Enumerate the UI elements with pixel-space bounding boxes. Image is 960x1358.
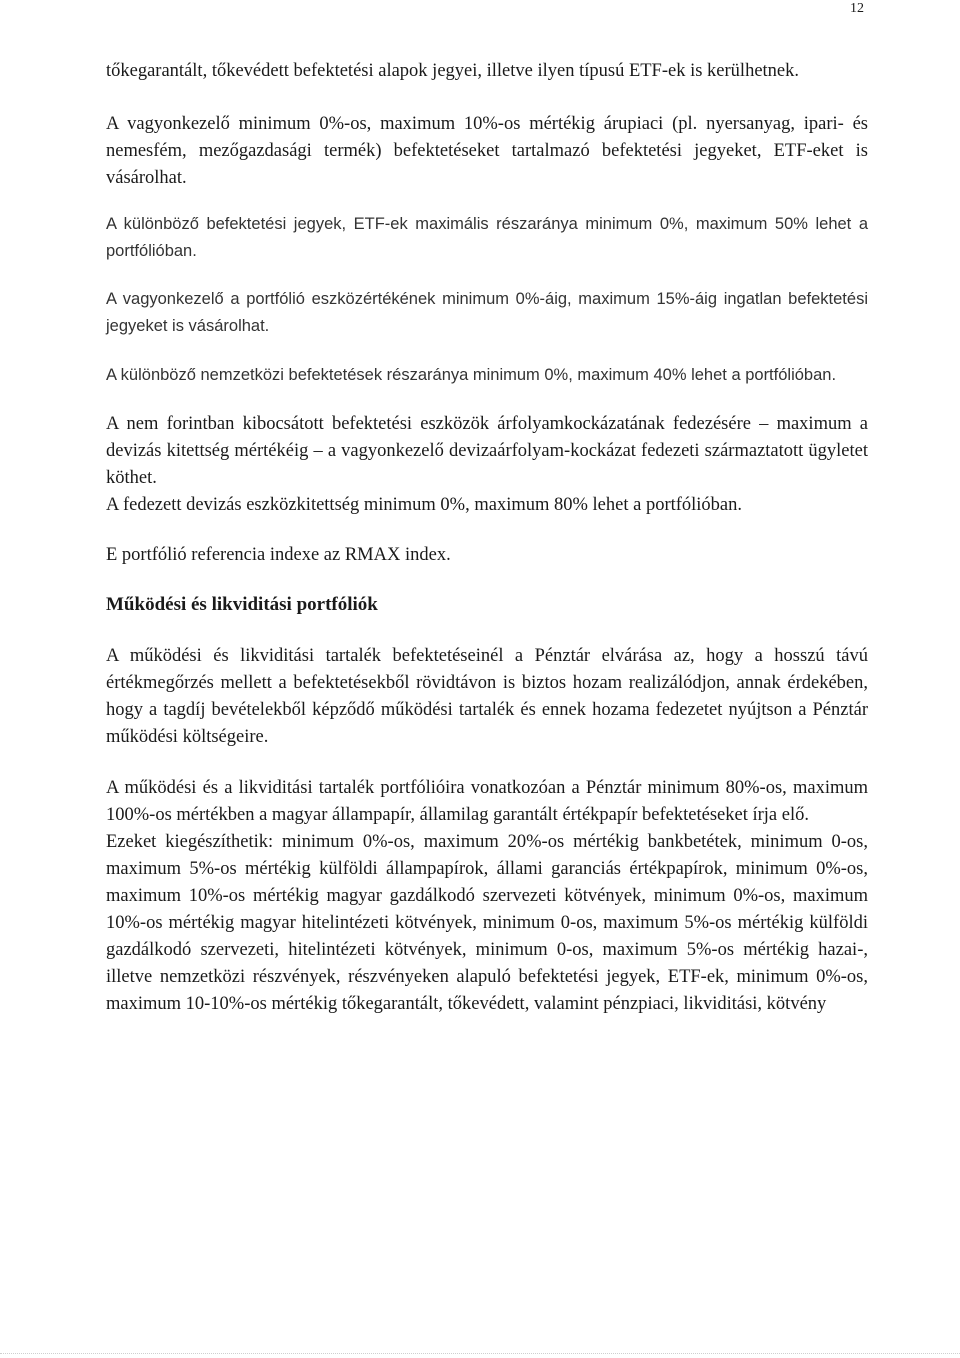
- section-heading: Működési és likviditási portfóliók: [106, 594, 378, 615]
- document-body: [106, 58, 868, 1018]
- paragraph-reference-index: E portfólió referencia indexe az RMAX index.: [106, 545, 451, 565]
- paragraph-government-bonds: A működési és a likviditási tartalék portfólióira vonatkozóan a Pénztár minimum 80%-os, maximum 100%-os mértékben a magyar állampapír, államilag garantált értékpapír befektetéseket írja elő.: [106, 778, 868, 825]
- paragraph-continuation: tőkegarantált, tőkevédett befektetési alapok jegyei, illetve ilyen típusú ETF-ek is kerülhetnek.: [106, 61, 800, 81]
- page-number: 12: [850, 1, 864, 16]
- paragraph-fx-hedging: A nem forintban kibocsátott befektetési eszközök árfolyamkockázatának fedezésére – maximum a devizás kitettség mértékéig – a vagyonkezelő devizaárfolyam-kockázat fedezeti származtatott ügyletet köthet.: [106, 414, 868, 488]
- paragraph-international: A különböző nemzetközi befektetések részaránya minimum 0%, maximum 40% lehet a portfólióban.: [106, 366, 837, 384]
- paragraph-fund-share: A különböző befektetési jegyek, ETF-ek maximális részaránya minimum 0%, maximum 50% lehet a portfólióban.: [106, 215, 868, 260]
- paragraph-real-estate: A vagyonkezelő a portfólió eszközértékének minimum 0%-áig, maximum 15%-áig ingatlan befektetési jegyeket is vásárolhat.: [106, 290, 868, 335]
- scan-edge-dots: [0, 1351, 960, 1354]
- paragraph-hedged-exposure: A fedezett devizás eszközkitettség minimum 0%, maximum 80% lehet a portfólióban.: [106, 495, 743, 515]
- paragraph-commodity: A vagyonkezelő minimum 0%-os, maximum 10%-os mértékig árupiaci (pl. nyersanyag, ipari- és nemesfém, mezőgazdasági termék) befektetéseket tartalmazó befektetési jegyeket, ETF-eket is vásárolhat.: [106, 114, 868, 188]
- paragraph-operating-reserve: A működési és likviditási tartalék befektetéseinél a Pénztár elvárása az, hogy a hosszú távú értékmegőrzés mellett a befektetésekből rövidtávon is biztos hozam realizálódjon, annak érdekében, hogy a tagdíj bevételekből képződő működési tartalék és ennek hozama fedezetet nyújtson a Pénztár működési költségeire.: [106, 646, 868, 747]
- paragraph-supplementary: Ezeket kiegészíthetik: minimum 0%-os, maximum 20%-os mértékig bankbetétek, minimum 0-os, maximum 5%-os mértékig külföldi állampapírok, állami garanciás értékpapírok, minimum 0%-os, maximum 10%-os mértékig magyar gazdálkodó szervezeti kötvények, minimum 0%-os, maximum 10%-os mértékig magyar hitelintézeti kötvények, minimum 0-os, maximum 5%-os mértékig külföldi gazdálkodó szervezeti, hitelintézeti kötvények, minimum 0-os, maximum 5%-os mértékig hazai-, illetve nemzetközi részvények, részvényeken alapuló befektetési jegyek, ETF-ek, minimum 0%-os, maximum 10-10%-os mértékig tőkegarantált, tőkevédett, valamint pénzpiaci, likviditási, kötvény: [106, 832, 868, 1014]
